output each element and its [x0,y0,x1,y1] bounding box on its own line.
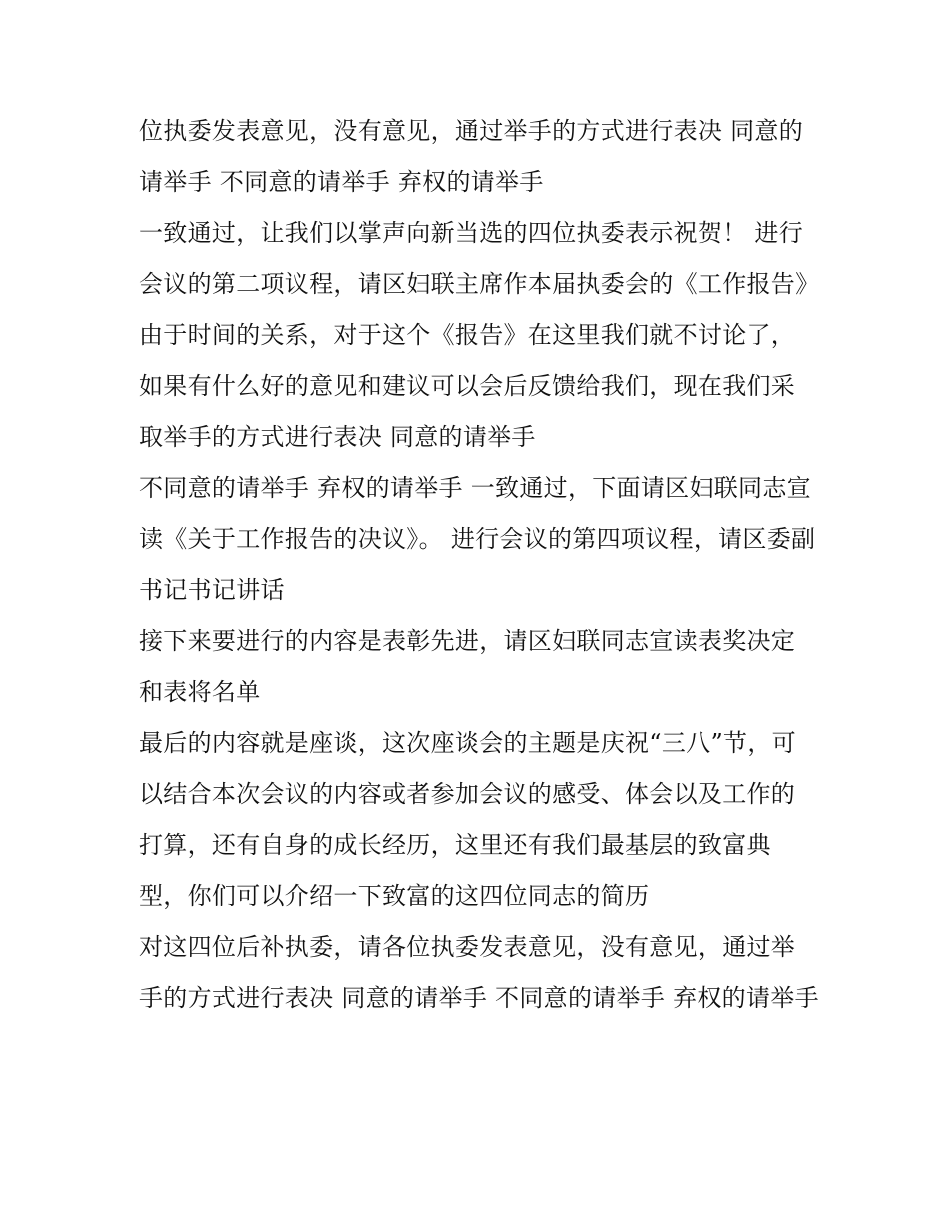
paragraph-2: 一致通过，让我们以掌声向新当选的四位执委表示祝贺！ 进行会议的第二项议程，请区妇联主席作本届执委会的《工作报告》 [139,219,820,298]
paragraph-6: 最后的内容就是座谈，这次座谈会的主题是庆祝“三八”节，可以结合本次会议的内容或者参加会议的感受、体会以及工作的打算，还有自身的成长经历，这里还有我们最基层的致富典型，你们可以介绍一下致富的这四位同志的简历 [139,729,796,910]
paragraph-1: 位执委发表意见，没有意见，通过举手的方式进行表决 同意的请举手 不同意的请举手 弃权的请举手 [139,117,804,196]
paragraph-4: 不同意的请举手 弃权的请举手 一致通过，下面请区妇联同志宣读《关于工作报告的决议》。 进行会议的第四项议程，请区委副书记书记讲话 [139,474,816,604]
paragraph-3: 由于时间的关系，对于这个《报告》在这里我们就不讨论了，如果有什么好的意见和建议可以会后反馈给我们，现在我们采取举手的方式进行表决 同意的请举手 [139,321,796,451]
paragraph-7: 对这四位后补执委，请各位执委发表意见，没有意见，通过举手的方式进行表决 同意的请举手 不同意的请举手 弃权的请举手 [139,933,819,1012]
document-body [139,106,819,1024]
paragraph-5: 接下来要进行的内容是表彰先进，请区妇联同志宣读表奖决定和表将名单 [139,627,796,706]
